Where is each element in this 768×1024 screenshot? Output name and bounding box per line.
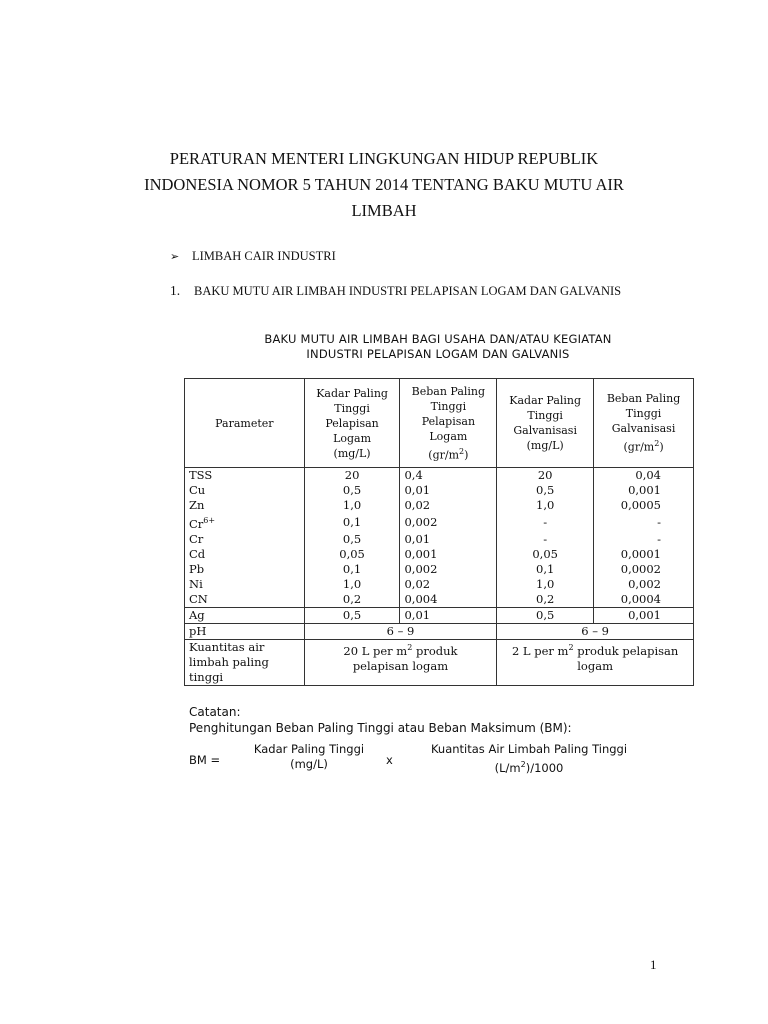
table-row [185,607,694,623]
beban-galvanisasi-cell: 0,0001 [594,547,694,562]
standards-table [184,378,694,686]
ph-pelapisan: 6 – 9 [304,623,497,639]
header-beban-pelapisan: Beban Paling Tinggi Pelapisan Logam $(gr/m^2)$ [400,379,497,468]
document-title [120,146,648,224]
beban-pelapisan-cell: 0,01 [400,483,497,498]
beban-galvanisasi-cell: 0,0004 [594,592,694,608]
header-parameter: Parameter [185,379,305,468]
arrow-bullet-icon: ➢ [170,251,180,263]
kadar-galvanisasi-cell: 0,5 [497,607,594,623]
table-row [185,532,694,547]
param-cell: Ni [185,577,305,592]
table-title-line-2: INDUSTRI PELAPISAN LOGAM DAN GALVANIS [306,347,570,361]
beban-pelapisan-cell: 0,01 [400,532,497,547]
beban-galvanisasi-cell: 0,04 [594,468,694,484]
param-cell: Cd [185,547,305,562]
table-row [185,468,694,484]
title-line-2: INDONESIA NOMOR 5 TAHUN 2014 TENTANG BAKU MUTU AIR [144,175,624,194]
table-row [185,483,694,498]
beban-pelapisan-cell: 0,002 [400,513,497,532]
param-cell: Cr [185,532,305,547]
kadar-pelapisan-cell: 1,0 [304,498,400,513]
table-title [184,332,692,362]
beban-galvanisasi-cell: 0,001 [594,607,694,623]
bullet-item [170,249,336,264]
kadar-galvanisasi-cell: 20 [497,468,594,484]
bullet-text: LIMBAH CAIR INDUSTRI [192,249,336,263]
table-title-line-1: BAKU MUTU AIR LIMBAH BAGI USAHA DAN/ATAU KEGIATAN [264,332,612,346]
table-row [185,498,694,513]
kadar-galvanisasi-cell: 0,1 [497,562,594,577]
kadar-galvanisasi-cell: 0,05 [497,547,594,562]
kadar-galvanisasi-cell: 0,2 [497,592,594,608]
formula-fraction-1: Kadar Paling Tinggi (mg/L) [253,742,365,771]
beban-pelapisan-cell: 0,01 [400,607,497,623]
kadar-galvanisasi-cell: 1,0 [497,577,594,592]
table-header-row [185,379,694,468]
beban-galvanisasi-cell: 0,0005 [594,498,694,513]
beban-pelapisan-cell: 0,004 [400,592,497,608]
ph-label: pH [185,623,305,639]
title-line-3: LIMBAH [351,201,417,220]
numbered-heading [170,283,621,299]
table-row [185,547,694,562]
page-number: 1 [650,957,657,972]
kadar-galvanisasi-cell: - [497,532,594,547]
kadar-pelapisan-cell: 0,05 [304,547,400,562]
beban-galvanisasi-cell: - [594,513,694,532]
kuantitas-pelapisan: 20 L per $m^2$ produk pelapisan logam [304,639,497,685]
kadar-pelapisan-cell: 20 [304,468,400,484]
notes-label: Catatan: [189,705,241,719]
kadar-pelapisan-cell: 0,5 [304,483,400,498]
bm-formula [189,742,669,782]
beban-pelapisan-cell: 0,02 [400,498,497,513]
kuantitas-label: Kuantitas air limbah paling tinggi [185,639,305,685]
kadar-pelapisan-cell: 1,0 [304,577,400,592]
formula-fraction-2: Kuantitas Air Limbah Paling Tinggi $(L/m^2)/1000$ [430,742,628,775]
header-beban-galvanisasi: Beban Paling Tinggi Galvanisasi $(gr/m^2)$ [594,379,694,468]
ph-galvanisasi: 6 – 9 [497,623,694,639]
notes [189,704,572,736]
beban-galvanisasi-cell: 0,002 [594,577,694,592]
kadar-pelapisan-cell: 0,5 [304,532,400,547]
beban-pelapisan-cell: 0,002 [400,562,497,577]
heading-text: BAKU MUTU AIR LIMBAH INDUSTRI PELAPISAN LOGAM DAN GALVANIS [194,283,622,298]
param-cell: Cu [185,483,305,498]
kadar-pelapisan-cell: 0,1 [304,513,400,532]
param-cell: $Cr^{6+}$ [185,513,305,532]
formula-lhs: BM = [189,753,221,767]
beban-galvanisasi-cell: 0,0002 [594,562,694,577]
parameter-rows [185,468,694,624]
kadar-pelapisan-cell: 0,1 [304,562,400,577]
beban-pelapisan-cell: 0,02 [400,577,497,592]
param-cell: Zn [185,498,305,513]
kuantitas-galvanisasi: 2 L per $m^2$ produk pelapisan logam [497,639,694,685]
notes-text: Penghitungan Beban Paling Tinggi atau Beban Maksimum (BM): [189,721,572,735]
table-row [185,513,694,532]
param-cell: CN [185,592,305,608]
title-line-1: PERATURAN MENTERI LINGKUNGAN HIDUP REPUBLIK [169,149,599,168]
header-kadar-pelapisan: Kadar Paling Tinggi Pelapisan Logam (mg/L) [304,379,400,468]
param-cell: Pb [185,562,305,577]
kadar-galvanisasi-cell: 0,5 [497,483,594,498]
beban-galvanisasi-cell: 0,001 [594,483,694,498]
table-row [185,562,694,577]
beban-pelapisan-cell: 0,4 [400,468,497,484]
beban-pelapisan-cell: 0,001 [400,547,497,562]
ph-row [185,623,694,639]
heading-number: 1. [170,283,181,298]
param-cell: TSS [185,468,305,484]
param-cell: Ag [185,607,305,623]
kuantitas-row [185,639,694,685]
kadar-galvanisasi-cell: 1,0 [497,498,594,513]
table-row [185,577,694,592]
kadar-galvanisasi-cell: - [497,513,594,532]
formula-operator: x [386,753,393,767]
header-kadar-galvanisasi: Kadar Paling Tinggi Galvanisasi (mg/L) [497,379,594,468]
kadar-pelapisan-cell: 0,5 [304,607,400,623]
beban-galvanisasi-cell: - [594,532,694,547]
table-row [185,592,694,608]
kadar-pelapisan-cell: 0,2 [304,592,400,608]
